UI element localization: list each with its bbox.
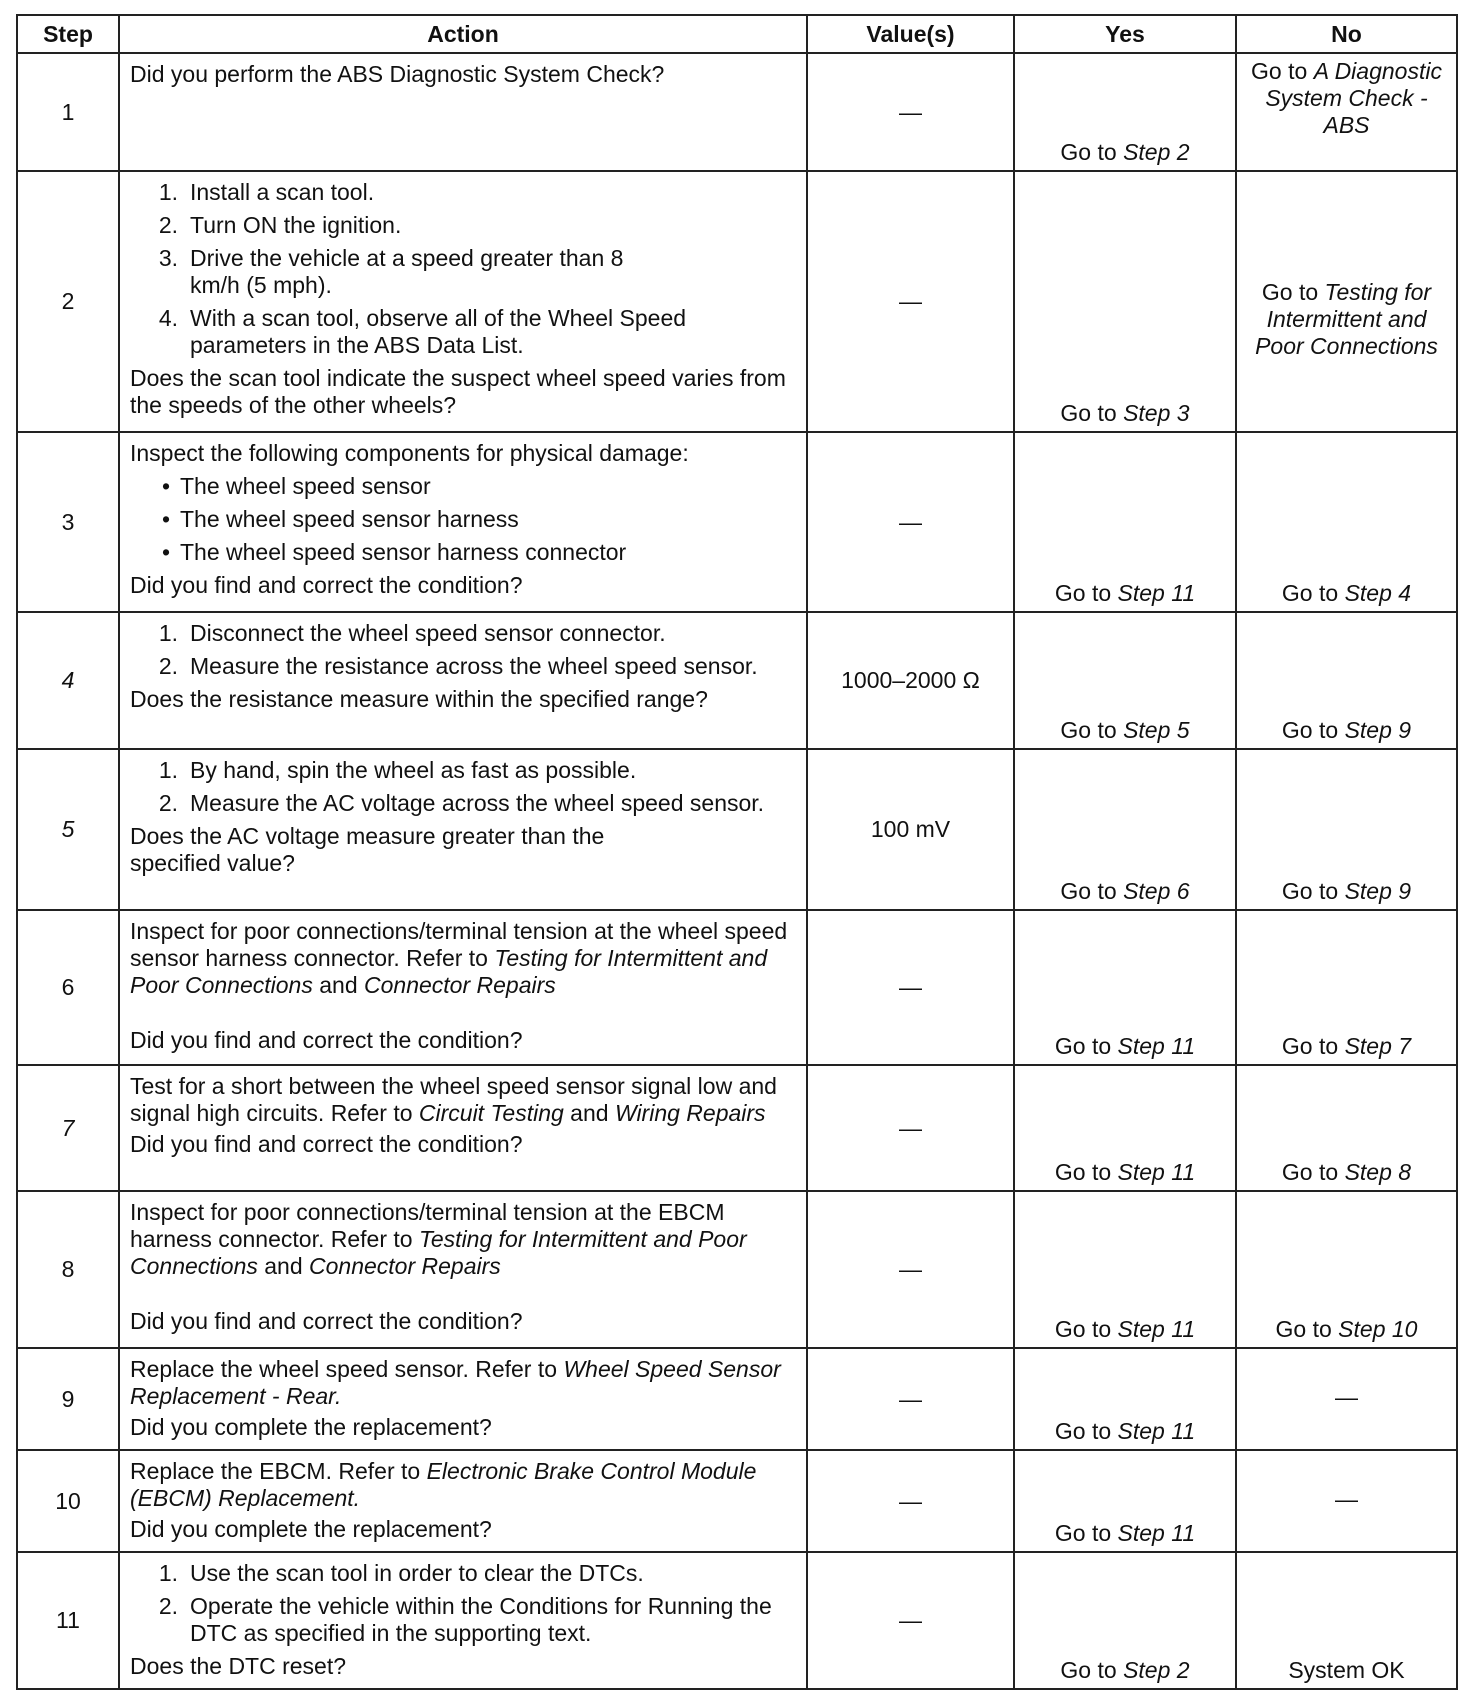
action-cell [119,53,807,171]
yes-prefix: Go to [1060,400,1117,426]
action-cell [119,910,807,1065]
yes-prefix: Go to [1054,1316,1112,1342]
no-cell [1236,1191,1457,1348]
step-number: 7 [17,1065,119,1191]
no-step-link[interactable]: Testing for Intermittent and Poor Connections [1255,279,1438,359]
header-no: No [1236,15,1457,53]
no-prefix: Go to [1281,1159,1339,1185]
value-cell: — [807,432,1014,612]
no-cell: — [1236,1348,1457,1450]
numbered-item: 1. Install a scan tool. [158,179,375,205]
yes-cell [1014,1450,1236,1552]
table-row [17,1552,1457,1689]
yes-step-link[interactable]: Step 11 [1117,1418,1196,1444]
yes-step-link[interactable]: Step 11 [1117,580,1196,606]
numbered-item: 2. Measure the AC voltage across the wheel speed sensor. [158,790,765,816]
no-prefix: Go to [1281,717,1339,743]
action-cell [119,1065,807,1191]
table-row [17,1450,1457,1552]
action-question: Did you complete the replacement? [130,1414,492,1440]
yes-prefix: Go to [1054,1033,1112,1059]
action-cell [119,1552,807,1689]
numbered-item: 2. Turn ON the ignition. [158,212,402,238]
yes-step-link[interactable]: Step 11 [1117,1316,1196,1342]
yes-step-link[interactable]: Step 11 [1117,1159,1196,1185]
step-number: 5 [17,749,119,910]
numbered-item: 4. With a scan tool, observe all of the Wheel Speed parameters in the ABS Data List. [158,305,687,358]
action-cell [119,1450,807,1552]
no-cell [1236,910,1457,1065]
step-number: 4 [17,612,119,749]
no-step-link[interactable]: Step 10 [1338,1316,1418,1342]
yes-cell [1014,612,1236,749]
no-prefix: Go to [1275,1316,1332,1342]
action-intro: Inspect the following components for physical damage: [130,440,689,466]
diagnostic-table [16,14,1458,1690]
action-question: Does the resistance measure within the specified range? [130,686,708,712]
action-cell [119,1191,807,1348]
table-row [17,749,1457,910]
reference-link[interactable]: Connector Repairs [364,972,556,998]
table-row [17,1191,1457,1348]
header-row [17,15,1457,53]
reference-link[interactable]: Circuit Testing [418,1100,564,1126]
yes-prefix: Go to [1054,1159,1112,1185]
yes-step-link[interactable]: Step 11 [1117,1033,1196,1059]
step-number: 8 [17,1191,119,1348]
bullet-item: • The wheel speed sensor [161,473,431,499]
no-prefix: Go to [1261,279,1319,305]
numbered-item: 2. Measure the resistance across the wheel speed sensor. [158,653,758,679]
no-step-link[interactable]: Step 7 [1344,1033,1412,1059]
yes-prefix: Go to [1060,1657,1117,1683]
numbered-item: 3. Drive the vehicle at a speed greater than 8 km/h (5 mph). [158,245,624,298]
step-number: 3 [17,432,119,612]
value-cell: — [807,1191,1014,1348]
table-row [17,171,1457,432]
reference-link[interactable]: Wheel Speed Sensor Replacement - Rear. [130,1356,781,1409]
action-instruction: Inspect for poor connections/terminal tension at the EBCM harness connector. Refer to Testing for Intermittent and Poor Connections and Connector Repairs [130,1199,747,1279]
numbered-item: 1. Use the scan tool in order to clear the DTCs. [158,1560,644,1586]
action-instruction: Test for a short between the wheel speed sensor signal low and signal high circuits. Refer to Circuit Testing and Wiring Repairs [130,1073,777,1126]
yes-prefix: Go to [1054,1520,1112,1546]
yes-step-link[interactable]: Step 2 [1123,1657,1190,1683]
no-prefix: Go to [1251,58,1308,84]
action-instruction: Replace the EBCM. Refer to Electronic Brake Control Module (EBCM) Replacement. [130,1458,757,1511]
yes-step-link[interactable]: Step 3 [1123,400,1190,426]
yes-cell [1014,910,1236,1065]
table-row [17,1065,1457,1191]
action-instruction: Inspect for poor connections/terminal tension at the wheel speed sensor harness connector. Refer to Testing for Intermittent and Poor Connections and Connector Repairs [130,918,788,998]
reference-link[interactable]: Testing for Intermittent and Poor Connections [130,945,768,998]
yes-step-link[interactable]: Step 11 [1117,1520,1196,1546]
yes-prefix: Go to [1060,717,1117,743]
action-question: Did you find and correct the condition? [130,1027,523,1053]
action-cell [119,432,807,612]
no-cell [1236,171,1457,432]
no-cell [1236,432,1457,612]
table-row [17,432,1457,612]
no-prefix: Go to [1281,580,1339,606]
yes-prefix: Go to [1060,139,1117,165]
no-step-link[interactable]: A Diagnostic System Check - ABS [1265,58,1442,138]
value-cell: 100 mV [807,749,1014,910]
no-cell [1236,749,1457,910]
action-instruction: Replace the wheel speed sensor. Refer to Wheel Speed Sensor Replacement - Rear. [130,1356,781,1409]
step-number: 1 [17,53,119,171]
no-cell [1236,1065,1457,1191]
no-cell [1236,53,1457,171]
action-question: Does the AC voltage measure greater than the specified value? [130,823,605,876]
header-values: Value(s) [807,15,1014,53]
table-row [17,1348,1457,1450]
value-cell: — [807,171,1014,432]
yes-prefix: Go to [1054,580,1112,606]
no-cell: — [1236,1450,1457,1552]
reference-link[interactable]: Connector Repairs [309,1253,501,1279]
yes-cell [1014,171,1236,432]
value-cell: — [807,1552,1014,1689]
yes-step-link[interactable]: Step 2 [1123,139,1190,165]
reference-link[interactable]: Testing for Intermittent and Poor Connections [130,1226,747,1279]
value-cell: — [807,1450,1014,1552]
action-question: Did you find and correct the condition? [130,1131,523,1157]
step-number: 2 [17,171,119,432]
no-step-link[interactable]: Step 9 [1344,717,1412,743]
action-cell [119,171,807,432]
step-number: 9 [17,1348,119,1450]
step-number: 6 [17,910,119,1065]
step-number: 10 [17,1450,119,1552]
table-row [17,910,1457,1065]
header-yes: Yes [1014,15,1236,53]
yes-step-link[interactable]: Step 6 [1123,878,1190,904]
yes-cell [1014,1348,1236,1450]
yes-cell [1014,1065,1236,1191]
reference-link[interactable]: Electronic Brake Control Module (EBCM) Replacement. [130,1458,757,1511]
no-step-link[interactable]: Step 4 [1344,580,1412,606]
action-cell [119,749,807,910]
yes-cell [1014,432,1236,612]
table-row [17,612,1457,749]
reference-link[interactable]: Wiring Repairs [614,1100,766,1126]
numbered-item: 1. By hand, spin the wheel as fast as possible. [158,757,637,783]
action-cell [119,612,807,749]
no-prefix: Go to [1281,878,1339,904]
bullet-item: • The wheel speed sensor harness [161,506,519,532]
value-cell: — [807,1065,1014,1191]
yes-cell [1014,1191,1236,1348]
no-step-link[interactable]: Step 8 [1344,1159,1412,1185]
action-question: Does the DTC reset? [130,1653,347,1679]
yes-cell [1014,1552,1236,1689]
header-action: Action [119,15,807,53]
value-cell: 1000–2000 Ω [807,612,1014,749]
no-cell: System OK [1236,1552,1457,1689]
table-row [17,53,1457,171]
no-cell [1236,612,1457,749]
numbered-item: 1. Disconnect the wheel speed sensor connector. [158,620,666,646]
action-question: Did you complete the replacement? [130,1516,492,1542]
value-cell: — [807,53,1014,171]
action-question: Did you find and correct the condition? [130,572,523,598]
action-cell [119,1348,807,1450]
yes-prefix: Go to [1060,878,1117,904]
yes-step-link[interactable]: Step 5 [1123,717,1190,743]
yes-cell [1014,53,1236,171]
value-cell: — [807,1348,1014,1450]
header-step: Step [17,15,119,53]
value-cell: — [807,910,1014,1065]
step-number: 11 [17,1552,119,1689]
no-step-link[interactable]: Step 9 [1344,878,1412,904]
yes-prefix: Go to [1054,1418,1112,1444]
action-question: Did you perform the ABS Diagnostic System Check? [130,61,665,87]
action-question: Did you find and correct the condition? [130,1308,523,1334]
bullet-item: • The wheel speed sensor harness connector [161,539,627,565]
no-prefix: Go to [1281,1033,1339,1059]
yes-cell [1014,749,1236,910]
numbered-item: 2. Operate the vehicle within the Conditions for Running the DTC as specified in the supporting text. [158,1593,772,1646]
action-question: Does the scan tool indicate the suspect wheel speed varies from the speeds of the other wheels? [130,365,786,418]
